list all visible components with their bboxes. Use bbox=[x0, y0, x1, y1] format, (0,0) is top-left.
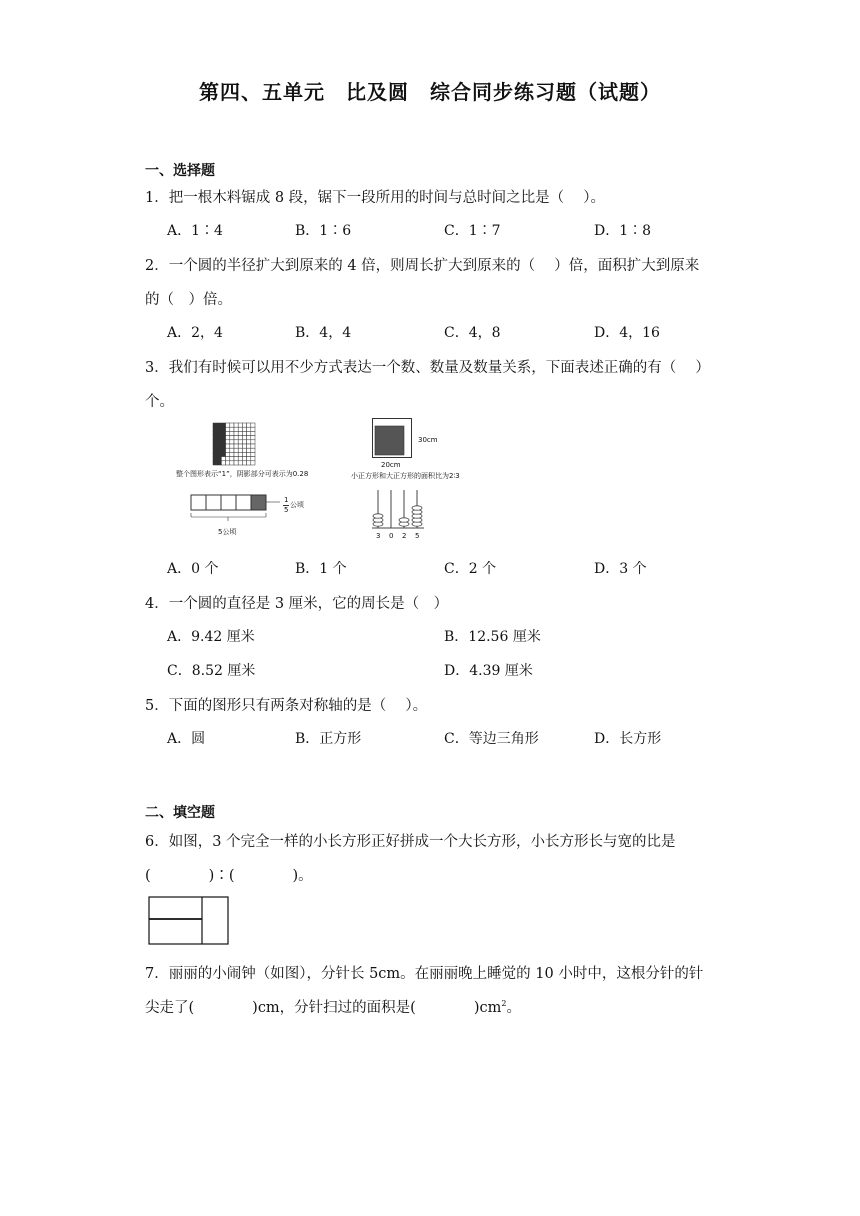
grid-cell bbox=[213, 436, 217, 440]
grid-cell bbox=[230, 431, 234, 435]
grid-cell bbox=[247, 436, 251, 440]
grid-cell bbox=[242, 431, 246, 435]
big-square-side-label: 30cm bbox=[418, 436, 438, 444]
q3-option-d: D．3 个 bbox=[594, 561, 647, 577]
bar-total-label: 5公顷 bbox=[218, 528, 237, 536]
q1-option-b: B．1∶6 bbox=[295, 223, 352, 239]
question-6-line-1: 6．如图，3 个完全一样的小长方形正好拼成一个大长方形，小长方形长与宽的比是 bbox=[145, 834, 676, 850]
question-1: 1．把一根木料锯成 8 段，锯下一段所用的时间与总时间之比是（ ）。 bbox=[145, 190, 606, 206]
grid-cell bbox=[238, 423, 242, 427]
grid-cell bbox=[230, 452, 234, 456]
square-unit-superscript: 2 bbox=[501, 999, 507, 1009]
bar-fraction-denominator: 5 bbox=[284, 506, 289, 514]
grid-cell bbox=[230, 448, 234, 452]
grid-cell bbox=[213, 440, 217, 444]
abacus-digit-1: 3 bbox=[376, 532, 381, 540]
grid-cell bbox=[251, 452, 255, 456]
grid-cell bbox=[217, 427, 221, 431]
grid-cell bbox=[230, 457, 234, 461]
grid-cell bbox=[247, 431, 251, 435]
question-4: 4．一个圆的直径是 3 厘米，它的周长是（ ） bbox=[145, 596, 449, 612]
grid-cell bbox=[213, 461, 217, 465]
grid-cell bbox=[234, 436, 238, 440]
grid-cell bbox=[234, 461, 238, 465]
grid-cell bbox=[221, 448, 225, 452]
grid-cell bbox=[221, 440, 225, 444]
abacus-digit-3: 2 bbox=[402, 532, 407, 540]
grid-cell bbox=[234, 431, 238, 435]
grid-cell bbox=[213, 452, 217, 456]
grid-cell bbox=[242, 444, 246, 448]
grid-cell bbox=[234, 457, 238, 461]
grid-cell bbox=[238, 436, 242, 440]
question-2-line-1: 2．一个圆的半径扩大到原来的 4 倍，则周长扩大到原来的（ ）倍，面积扩大到原来 bbox=[145, 258, 700, 274]
abacus-digit-2: 0 bbox=[389, 532, 394, 540]
grid-cell bbox=[234, 440, 238, 444]
section-heading-choice: 一、选择题 bbox=[145, 163, 215, 179]
grid-cell bbox=[238, 444, 242, 448]
grid-cell bbox=[213, 448, 217, 452]
grid-cell bbox=[238, 457, 242, 461]
grid-cell bbox=[230, 427, 234, 431]
grid-cell bbox=[226, 423, 230, 427]
rectangles-figure bbox=[148, 896, 230, 946]
grid-cell bbox=[230, 440, 234, 444]
grid-cell bbox=[217, 457, 221, 461]
grid-cell bbox=[251, 427, 255, 431]
grid-cell bbox=[221, 452, 225, 456]
grid-cell bbox=[234, 444, 238, 448]
grid-cell bbox=[242, 440, 246, 444]
q3-option-b: B．1 个 bbox=[295, 561, 347, 577]
grid-cell bbox=[251, 448, 255, 452]
grid-cell bbox=[238, 440, 242, 444]
grid-cell bbox=[221, 457, 225, 461]
grid-cell bbox=[234, 427, 238, 431]
grid-cell bbox=[217, 444, 221, 448]
grid-cell bbox=[247, 427, 251, 431]
grid-cell bbox=[247, 457, 251, 461]
grid-cell bbox=[226, 444, 230, 448]
grid-cell bbox=[247, 448, 251, 452]
q1-option-c: C．1∶7 bbox=[444, 223, 501, 239]
grid-cell bbox=[234, 452, 238, 456]
grid-cell bbox=[242, 427, 246, 431]
hundred-grid-figure bbox=[212, 422, 256, 466]
grid-cell bbox=[238, 461, 242, 465]
grid-cell bbox=[226, 448, 230, 452]
grid-cell bbox=[221, 423, 225, 427]
q5-option-b: B．正方形 bbox=[295, 731, 362, 747]
grid-cell bbox=[251, 457, 255, 461]
squares-figure bbox=[372, 418, 416, 462]
page-title: 第四、五单元 比及圆 综合同步练习题（试题） bbox=[199, 80, 661, 104]
grid-cell bbox=[221, 461, 225, 465]
grid-cell bbox=[238, 448, 242, 452]
grid-cell bbox=[242, 423, 246, 427]
grid-cell bbox=[242, 436, 246, 440]
q5-option-a: A．圆 bbox=[167, 731, 206, 747]
grid-cell bbox=[247, 461, 251, 465]
question-2-line-2: 的（ ）倍。 bbox=[145, 292, 232, 308]
question-5: 5．下面的图形只有两条对称轴的是（ ）。 bbox=[145, 698, 428, 714]
grid-cell bbox=[217, 440, 221, 444]
q2-option-c: C．4，8 bbox=[444, 325, 501, 341]
grid-cell bbox=[251, 461, 255, 465]
question-3-line-2: 个。 bbox=[145, 394, 174, 410]
grid-cell bbox=[251, 431, 255, 435]
grid-cell bbox=[217, 452, 221, 456]
question-6-line-2: ( )∶( )。 bbox=[145, 868, 313, 884]
grid-cell bbox=[238, 452, 242, 456]
q5-option-d: D．长方形 bbox=[594, 731, 662, 747]
grid-caption: 整个图形表示“1”，阴影部分可表示为0.28 bbox=[176, 470, 309, 478]
q4-option-a: A．9.42 厘米 bbox=[167, 629, 255, 645]
grid-cell bbox=[251, 440, 255, 444]
question-7-line-1: 7．丽丽的小闹钟（如图），分针长 5cm。在丽丽晚上睡觉的 10 小时中，这根分针的针 bbox=[145, 966, 704, 982]
grid-cell bbox=[242, 457, 246, 461]
grid-cell bbox=[226, 457, 230, 461]
grid-cell bbox=[230, 444, 234, 448]
q3-option-c: C．2 个 bbox=[444, 561, 497, 577]
grid-cell bbox=[221, 431, 225, 435]
question-3-line-1: 3．我们有时候可以用不少方式表达一个数、数量及数量关系，下面表述正确的有（ ） bbox=[145, 360, 710, 376]
small-square-side-label: 20cm bbox=[381, 461, 401, 469]
grid-cell bbox=[226, 461, 230, 465]
grid-cell bbox=[230, 436, 234, 440]
grid-cell bbox=[226, 427, 230, 431]
grid-cell bbox=[213, 427, 217, 431]
grid-cell bbox=[226, 436, 230, 440]
abacus-digit-4: 5 bbox=[415, 532, 420, 540]
bar-fraction-numerator: 1 bbox=[284, 496, 289, 504]
grid-cell bbox=[213, 431, 217, 435]
squares-caption: 小正方形和大正方形的面积比为2∶3 bbox=[351, 472, 460, 480]
grid-cell bbox=[221, 427, 225, 431]
grid-cell bbox=[247, 423, 251, 427]
grid-cell bbox=[217, 431, 221, 435]
grid-cell bbox=[217, 448, 221, 452]
grid-cell bbox=[217, 436, 221, 440]
grid-cell bbox=[251, 423, 255, 427]
q4-option-d: D．4.39 厘米 bbox=[444, 663, 533, 679]
grid-cell bbox=[234, 423, 238, 427]
q2-option-d: D．4，16 bbox=[594, 325, 660, 341]
grid-cell bbox=[247, 440, 251, 444]
grid-cell bbox=[226, 440, 230, 444]
grid-cell bbox=[230, 461, 234, 465]
grid-cell bbox=[247, 452, 251, 456]
grid-cell bbox=[221, 444, 225, 448]
grid-cell bbox=[230, 423, 234, 427]
grid-cell bbox=[238, 431, 242, 435]
grid-cell bbox=[226, 452, 230, 456]
question-7-line-2 bbox=[145, 996, 521, 1017]
q5-option-c: C．等边三角形 bbox=[444, 731, 539, 747]
grid-cell bbox=[217, 423, 221, 427]
grid-cell bbox=[226, 431, 230, 435]
grid-cell bbox=[251, 436, 255, 440]
q2-option-b: B．4，4 bbox=[295, 325, 352, 341]
grid-cell bbox=[234, 448, 238, 452]
grid-cell bbox=[213, 457, 217, 461]
q1-option-a: A．1∶4 bbox=[167, 223, 223, 239]
abacus-figure bbox=[370, 488, 430, 534]
grid-cell bbox=[247, 444, 251, 448]
grid-cell bbox=[217, 461, 221, 465]
q1-option-d: D．1∶8 bbox=[594, 223, 652, 239]
question-7-line-2-text: 尖走了( )cm，分针扫过的面积是( )cm bbox=[145, 1000, 502, 1016]
grid-cell bbox=[242, 461, 246, 465]
bar-fraction-unit: 公顷 bbox=[290, 501, 304, 509]
q4-option-b: B．12.56 厘米 bbox=[444, 629, 541, 645]
q2-option-a: A．2，4 bbox=[167, 325, 223, 341]
q4-option-c: C．8.52 厘米 bbox=[167, 663, 256, 679]
question-7-line-2-end: 。 bbox=[506, 1000, 521, 1016]
grid-cell bbox=[238, 427, 242, 431]
q3-option-a: A．0 个 bbox=[167, 561, 219, 577]
grid-cell bbox=[242, 452, 246, 456]
grid-cell bbox=[251, 444, 255, 448]
grid-cell bbox=[213, 444, 217, 448]
grid-cell bbox=[242, 448, 246, 452]
section-heading-fill: 二、填空题 bbox=[145, 805, 215, 821]
grid-cell bbox=[213, 423, 217, 427]
grid-cell bbox=[221, 436, 225, 440]
